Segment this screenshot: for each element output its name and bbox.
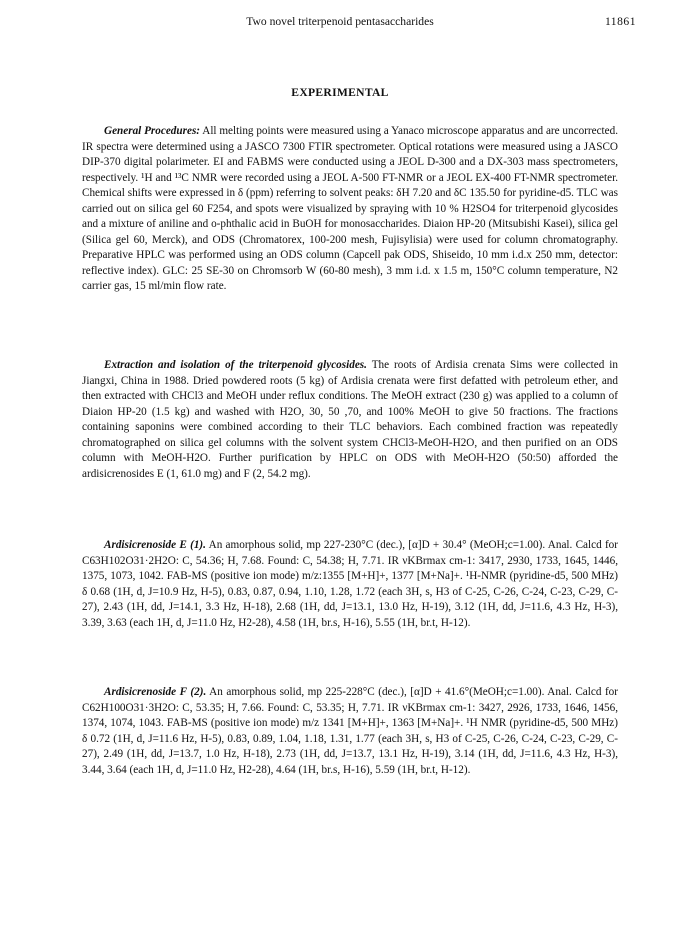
paragraph-heading: Ardisicrenoside E (1). [104, 539, 206, 551]
paragraph-heading: General Procedures: [104, 125, 201, 137]
paragraph-body: An amorphous solid, mp 225-228°C (dec.), [α]D + 41.6°(MeOH;c=1.00). Anal. Calcd for C62H100O31·3H2O: C, 53.35; H, 7.66. Found: C, 53.35; H, 7.71. IR νKBrmax cm-1: 3427, 2926, 1733, 1646, 1456, 1374, 1074, 1043. FAB-MS (positive ion mode) m/z 1341 [M+H]+, 1363 [M+Na]+. ¹H NMR (pyridine-d5, 500 MHz) δ 0.72 (1H, d, J=11.6 Hz, H-5), 0.83, 0.89, 1.04, 1.18, 1.31, 1.77 (each 3H, s, H3 of C-25, C-26, C-24, C-23, C-29, C-27), 2.49 (1H, dd, J=13.7, 1.0 Hz, H-18), 2.73 (1H, dd, J=13.7, 13.1 Hz, H-19), 3.14 (1H, dd, J=11.6, 4.3 Hz, H-3), 3.44, 3.64 (each 1H, d, J=11.0 Hz, H2-28), 4.64 (1H, br.s, H-16), 5.59 (1H, br.t, H-12). [82, 686, 618, 776]
paragraph-heading: Extraction and isolation of the triterpenoid glycosides. [104, 359, 367, 371]
running-header [0, 13, 680, 33]
paragraph-body: An amorphous solid, mp 227-230°C (dec.), [α]D + 30.4° (MeOH;c=1.00). Anal. Calcd for C63H102O31·2H2O: C, 54.36; H, 7.68. Found: C, 54.38; H, 7.71. IR νKBrmax cm-1: 3417, 2930, 1733, 1645, 1446, 1375, 1073, 1042. FAB-MS (positive ion mode) m/z:1355 [M+H]+, 1377 [M+Na]+. ¹H-NMR (pyridine-d5, 500 MHz) δ 0.68 (1H, d, J=10.9 Hz, H-5), 0.83, 0.87, 0.94, 1.10, 1.28, 1.72 (each 3H, s, H3 of C-25, C-26, C-24, C-23, C-29, C-27), 2.43 (1H, dd, J=14.1, 3.3 Hz, H-18), 2.68 (1H, dd, J=13.1, 13.0 Hz, H-19), 3.12 (1H, dd, J=11.6, 4.3 Hz, H-3), 3.39, 3.63 (each 1H, d, J=11.0 Hz, H2-28), 4.58 (1H, br.s, H-16), 5.55 (1H, br.t, H-12). [82, 539, 618, 629]
running-title: Two novel triterpenoid pentasaccharides [246, 15, 434, 28]
paragraph-extraction [82, 358, 618, 482]
paragraph-general-procedures [82, 124, 618, 295]
paragraph-ardisicrenoside-f [82, 685, 618, 778]
page-number: 11861 [604, 15, 636, 28]
paragraph-body: All melting points were measured using a Yanaco microscope apparatus and are uncorrected. IR spectra were determined using a JASCO 7300 FTIR spectrometer. Optical rotations were measured using a JASCO DIP-370 digital polarimeter. EI and FABMS were conducted using a JEOL D-300 and a DX-303 mass spectrometers, respectively. ¹H and ¹³C NMR were recorded using a JEOL A-500 FT-NMR or a JEOL EX-400 FT-NMR spectrometer. Chemical shifts were expressed in δ (ppm) referring to solvent peaks: δH 7.20 and δC 135.50 for pyridine-d5. TLC was carried out on silica gel 60 F254, and spots were visualized by spraying with 10 % H2SO4 for triterpenoid glycosides and a mixture of aniline and o-phthalic acid in BuOH for monosaccharides. Diaion HP-20 (Mitsubishi Kasei), silica gel (Silica gel 60, Merck), and ODS (Chromatorex, 100-200 mesh, Fujisylisia) were used for column chromatography. Preparative HPLC was performed using an ODS column (Capcell pak ODS, Shiseido, 10 mm i.d.x 250 mm, detector: reflective index). GLC: 25 SE-30 on Chromsorb W (60-80 mesh), 3 mm i.d. x 1.5 m, 150°C column temperature, N2 carrier gas, 15 ml/min flow rate. [82, 125, 619, 293]
paragraph-heading: Ardisicrenoside F (2). [104, 686, 207, 698]
section-title: EXPERIMENTAL [291, 86, 389, 99]
paragraph-body: The roots of Ardisia crenata Sims were collected in Jiangxi, China in 1988. Dried powdered roots (5 kg) of Ardisia crenata were first defatted with petroleum ether, and then extracted with CHCl3 and MeOH under reflux conditions. The MeOH extract (230 g) was applied to a column of Diaion HP-20 (1.5 kg) and washed with H2O, 30, 50 ,70, and 100% MeOH to give 50 fractions. The fractions containing saponins were combined according to their TLC behaviors. Each combined fraction was repeatedly chromatographed on silica gel columns with the solvent system CHCl3-MeOH-H2O, and then purified on an ODS column with MeOH-H2O. Further purification by HPLC on ODS with MeOH-H2O (50:50) afforded the ardisicrenosides E (1, 61.0 mg) and F (2, 54.2 mg). [82, 359, 618, 480]
paragraph-ardisicrenoside-e [82, 538, 618, 631]
